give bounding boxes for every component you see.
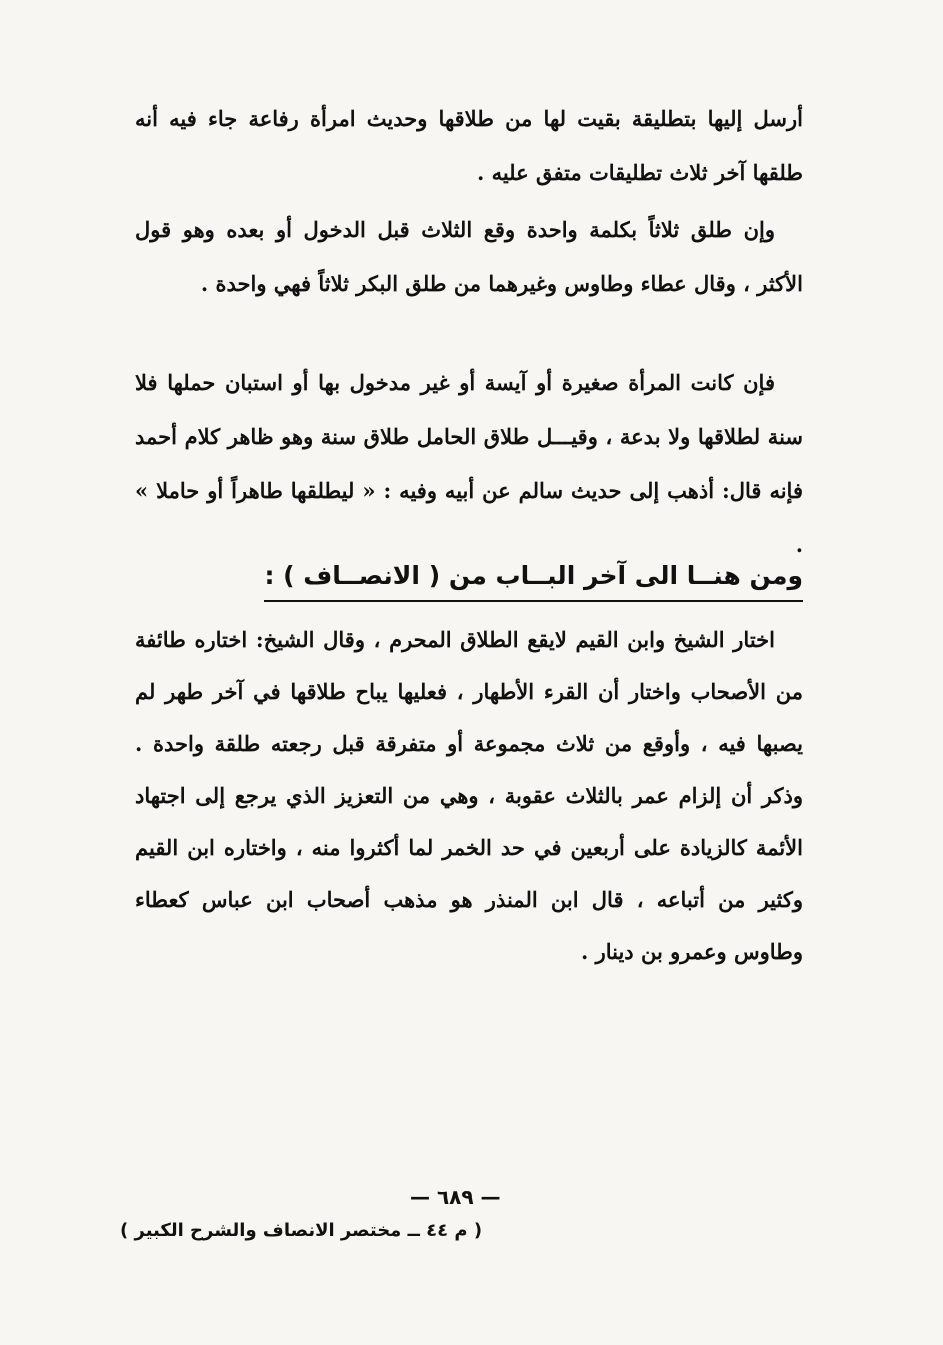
footer-note: ( م ٤٤ ــ مختصر الانصاف والشرح الكبير ) <box>120 1220 483 1241</box>
page-number: — ٦٨٩ — <box>410 1185 501 1209</box>
paragraph-3 <box>135 356 803 572</box>
section-body <box>135 614 803 978</box>
section-heading: ومن هنــا الى آخر البــاب من ( الانصــاف ) : <box>264 556 803 602</box>
paragraph-1 <box>135 92 803 200</box>
paragraph-3-text: فإن كانت المرأة صغيرة أو آيسة أو غير مدخول بها أو استبان حملها فلا سنة لطلاقها ولا بدعة ، وقيـــل طلاق الحامل طلاق سنة وهو ظاهر كلام أحمد فإنه قال: أذهب إلى حديث سالم عن أبيه وفيه : « ليطلقها طاهراً أو حاملا » . <box>135 370 803 557</box>
paragraph-1-text: أرسل إليها بتطليقة بقيت لها من طلاقها وحديث امرأة رفاعة جاء فيه أنه طلقها آخر ثلاث تطليقات متفق عليه . <box>135 106 803 185</box>
paragraph-2 <box>135 203 803 311</box>
section-body-text: اختار الشيخ وابن القيم لايقع الطلاق المحرم ، وقال الشيخ: اختاره طائفة من الأصحاب واختار أن القرء الأطهار ، فعليها يباح طلاقها في آخر طهر لم يصبها فيه ، وأوقع من ثلاث مجموعة أو متفرقة قبل رجعته طلقة واحدة . وذكر أن إلزام عمر بالثلاث عقوبة ، وهي من التعزيز الذي يرجع إلى اجتهاد الأئمة كالزيادة على أربعين في حد الخمر لما أكثروا منه ، واختاره ابن القيم وكثير من أتباعه ، قال ابن المنذر هو مذهب أصحاب ابن عباس كعطاء وطاوس وعمرو بن دينار . <box>135 627 803 964</box>
paragraph-2-text: وإن طلق ثلاثاً بكلمة واحدة وقع الثلاث قبل الدخول أو بعده وهو قول الأكثر ، وقال عطاء وطاوس وغيرهما من طلق البكر ثلاثاً فهي واحدة . <box>135 217 803 296</box>
